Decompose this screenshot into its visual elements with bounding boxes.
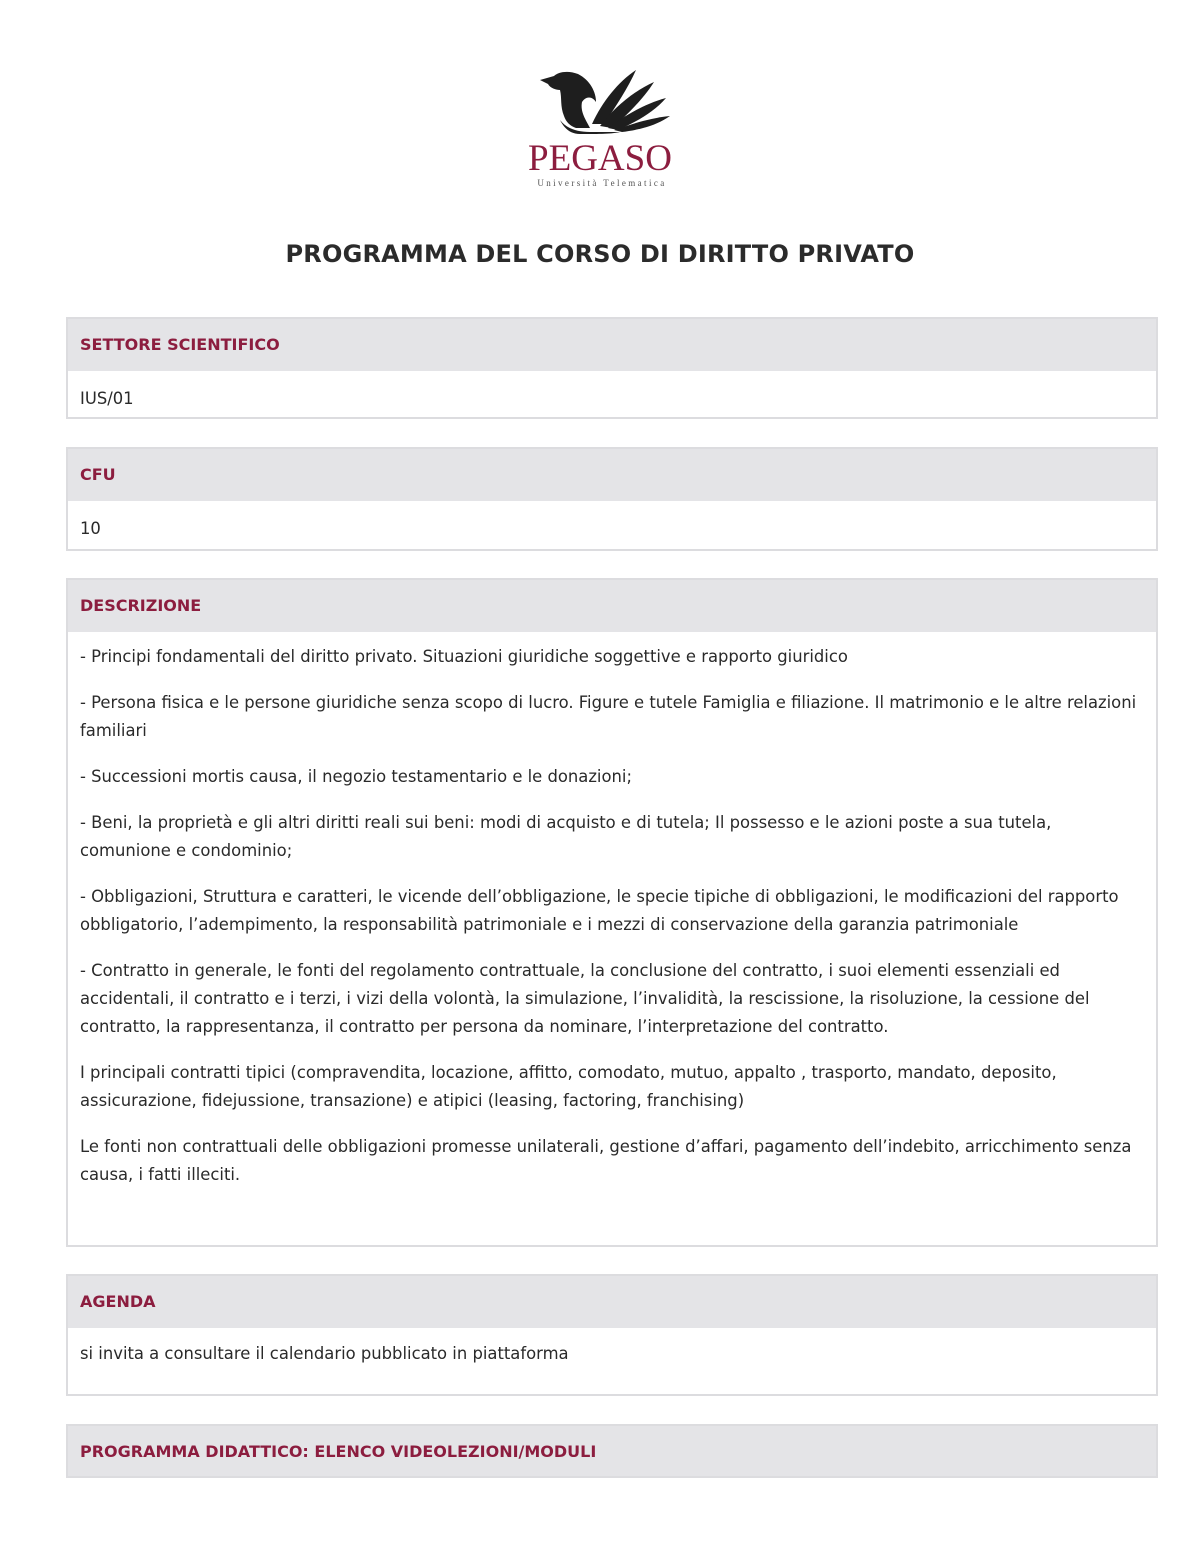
description-paragraph: - Contratto in generale, le fonti del regolamento contrattuale, la conclusione del contratto, i suoi elementi essenziali ed accidentali, il contratto e i terzi, i vizi della volontà, la simulazione, l’invalidità, la rescissione, la risoluzione, la cessione del contratto, la rappresentanza, il contratto per persona da nominare, l’interpretazione del contratto. — [80, 961, 1090, 1036]
description-paragraph: - Beni, la proprietà e gli altri diritti reali sui beni: modi di acquisto e di tutela; Il possesso e le azioni poste a sua tutela, comunione e condominio; — [80, 813, 1052, 860]
section-value: IUS/01 — [80, 389, 134, 408]
section-heading: PROGRAMMA DIDATTICO: ELENCO VIDEOLEZIONI/MODULI — [68, 1426, 1156, 1476]
section-settore-scientifico — [66, 317, 1158, 419]
description-paragraph: Le fonti non contrattuali delle obbligazioni promesse unilaterali, gestione d’affari, pagamento dell’indebito, arricchimento senza causa, i fatti illeciti. — [80, 1137, 1132, 1184]
logo-wordmark: PEGASO — [528, 138, 672, 179]
description-paragraph: I principali contratti tipici (compravendita, locazione, affitto, comodato, mutuo, appalto , trasporto, mandato, deposito, assicurazione, fidejussione, transazione) e atipici (leasing, factoring, franchising) — [80, 1063, 1057, 1110]
section-value: 10 — [80, 519, 101, 538]
section-cfu — [66, 447, 1158, 551]
section-agenda — [66, 1274, 1158, 1396]
description-paragraph: - Obbligazioni, Struttura e caratteri, le vicende dell’obbligazione, le specie tipiche di obbligazioni, le modificazioni del rapporto obbligatorio, l’adempimento, la responsabilità patrimoniale e i mezzi di conservazione della garanzia patrimoniale — [80, 887, 1119, 934]
description-paragraph: - Principi fondamentali del diritto privato. Situazioni giuridiche soggettive e rapporto giuridico — [80, 647, 848, 666]
description-paragraph: - Successioni mortis causa, il negozio testamentario e le donazioni; — [80, 767, 632, 786]
pegaso-logo — [520, 62, 680, 197]
section-heading: SETTORE SCIENTIFICO — [68, 319, 1156, 371]
section-programma-didattico — [66, 1424, 1158, 1478]
section-heading: CFU — [68, 449, 1156, 501]
description-paragraph: - Persona fisica e le persone giuridiche senza scopo di lucro. Figure e tutele Famiglia e filiazione. Il matrimonio e le altre relazioni familiari — [80, 693, 1137, 740]
section-heading: DESCRIZIONE — [68, 580, 1156, 632]
pegasus-head-shape — [540, 72, 596, 128]
page-title: PROGRAMMA DEL CORSO DI DIRITTO PRIVATO — [285, 240, 915, 268]
logo-tagline: Università Telematica — [537, 178, 667, 188]
section-value: si invita a consultare il calendario pubblicato in piattaforma — [80, 1344, 569, 1363]
section-descrizione — [66, 578, 1158, 1247]
section-heading: AGENDA — [68, 1276, 1156, 1328]
